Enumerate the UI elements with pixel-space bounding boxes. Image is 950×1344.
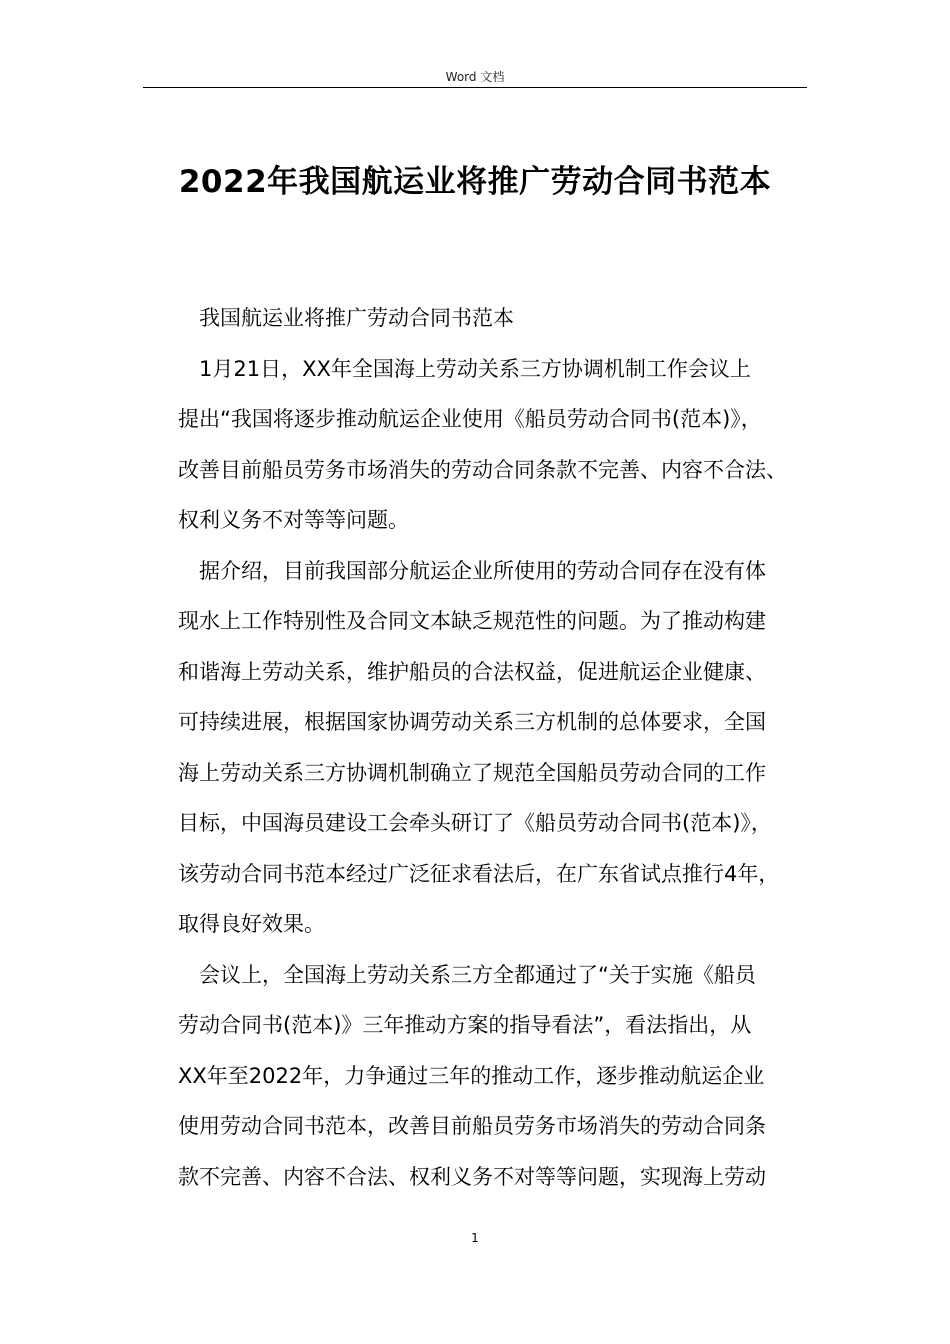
body-line: 目标，中国海员建设工会牵头研订了《船员劳动合同书(范本)》， bbox=[178, 811, 772, 835]
body-line: 会议上，全国海上劳动关系三方全都通过了“关于实施《船员 bbox=[199, 962, 756, 987]
document-body bbox=[178, 301, 818, 1210]
body-line: 海上劳动关系三方协调机制确立了规范全国船员劳动合同的工作 bbox=[178, 760, 766, 785]
body-line: 使用劳动合同书范本，改善目前船员劳务市场消失的劳动合同条 bbox=[178, 1114, 766, 1138]
body-line: 和谐海上劳动关系，维护船员的合法权益，促进航运企业健康、 bbox=[178, 659, 766, 684]
header-divider bbox=[143, 87, 807, 88]
body-line: 1月21日，XX年全国海上劳动关系三方协调机制工作会议上 bbox=[199, 356, 751, 381]
body-line: 现水上工作特别性及合同文本缺乏规范性的问题。为了推动构建 bbox=[178, 609, 766, 633]
body-line: XX年至2022年，力争通过三年的推动工作，逐步推动航运企业 bbox=[178, 1063, 765, 1088]
document-title: 2022年我国航运业将推广劳动合同书范本 bbox=[178, 164, 772, 200]
body-line: 取得良好效果。 bbox=[178, 912, 325, 936]
body-line: 该劳动合同书范本经过广泛征求看法后，在广东省试点推行4年， bbox=[178, 861, 780, 886]
body-line: 可持续进展，根据国家协调劳动关系三方机制的总体要求，全国 bbox=[178, 710, 766, 734]
body-line: 劳动合同书(范本)》三年推动方案的指导看法”，看法指出，从 bbox=[178, 1013, 752, 1037]
body-line: 改善目前船员劳务市场消失的劳动合同条款不完善、内容不合法、 bbox=[178, 457, 787, 482]
body-line: 提出“我国将逐步推动航运企业使用《船员劳动合同书(范本)》， bbox=[178, 407, 762, 431]
body-line: 我国航运业将推广劳动合同书范本 bbox=[199, 306, 514, 330]
body-line: 款不完善、内容不合法、权利义务不对等等问题，实现海上劳动 bbox=[178, 1164, 766, 1189]
body-line: 权利义务不对等等问题。 bbox=[178, 508, 409, 532]
body-line: 据介绍，目前我国部分航运企业所使用的劳动合同存在没有体 bbox=[199, 558, 766, 583]
page-number: 1 bbox=[471, 1231, 479, 1245]
page-header-label: Word 文档 bbox=[445, 70, 505, 84]
